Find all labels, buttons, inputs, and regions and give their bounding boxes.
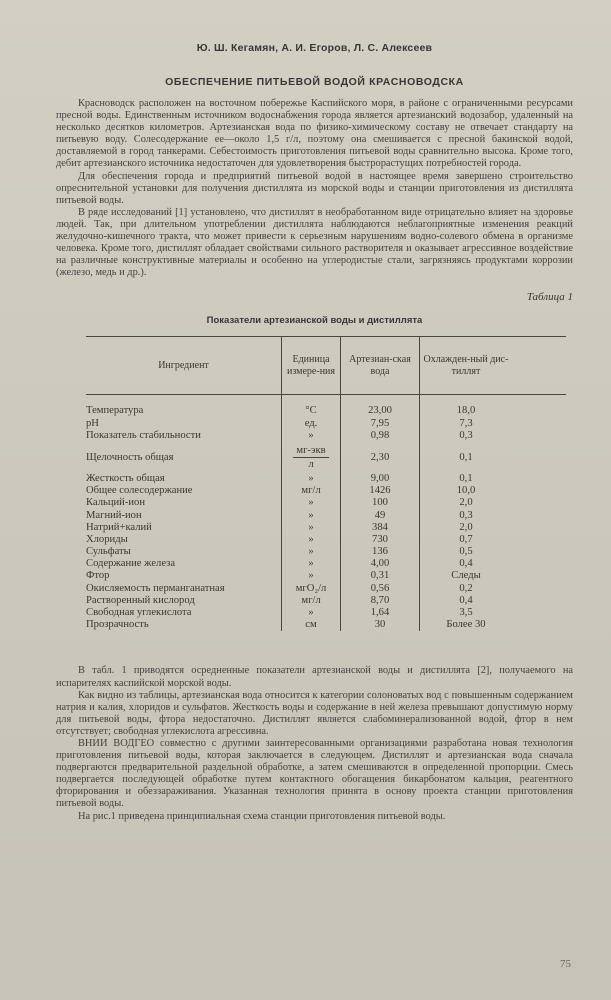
cell-artesian: 9,00 — [340, 473, 419, 485]
cell-artesian: 7,95 — [340, 418, 419, 430]
cell-distillate: 2,0 — [419, 497, 512, 509]
unit-fraction — [293, 444, 328, 471]
header-distillate: Охлажден-ный дис-тиллят — [419, 337, 512, 394]
paragraph: Для обеспечения города и предприятий питьевой водой в настоящее время завершено строительство опреснительной установки для получения дистиллята из морской воды и станции приготовления из дистиллята питьевой воды. — [56, 170, 573, 206]
table-row — [86, 595, 566, 607]
cell-artesian: 8,70 — [340, 595, 419, 607]
cell-ingredient: Магний-ион — [86, 509, 142, 521]
cell-ingredient: Свободная углекислота — [86, 607, 192, 619]
cell-distillate: 0,4 — [419, 595, 512, 607]
cell-artesian: 136 — [340, 546, 419, 558]
paragraph: В табл. 1 приводятся осредненные показатели артезианской воды и дистиллята [2], получаемого на испарителях каспийской морской воды. — [56, 665, 573, 689]
cell-distillate: Более 30 — [419, 619, 512, 631]
cell-distillate: 0,4 — [419, 558, 512, 570]
cell-distillate: 0,2 — [419, 583, 512, 595]
cell-ingredient: Общее солесодержание — [86, 485, 193, 497]
cell-ingredient: Фтор — [86, 570, 110, 582]
cell-unit: мг/л — [281, 485, 340, 497]
table-header-row — [86, 337, 566, 395]
table-row — [86, 558, 566, 570]
cell-distillate: 10,0 — [419, 485, 512, 497]
cell-ingredient: Хлориды — [86, 533, 128, 545]
table-row — [86, 485, 566, 497]
paragraph: В ряде исследований [1] установлено, что дистиллят в необработанном виде отрицательно влияет на здоровье людей. Так, при длительном употреблении дистиллята наблюдаются неблагоприятные изменения реакций желудочно-кишечного тракта, что может привести к серьезным нарушениям водно-солевого обмена в организме человека. Кроме того, дистиллят обладает свойствами сильного растворителя и оказывает агрессивное воздействие на различные конструктивные материалы и особенно на углеродистые стали, загрязняясь продуктами коррозии (железо, медь и др.). — [56, 206, 573, 279]
cell-artesian: 30 — [340, 619, 419, 631]
cell-artesian: 23,00 — [340, 405, 419, 417]
cell-distillate: Следы — [419, 570, 512, 582]
article-title: ОБЕСПЕЧЕНИЕ ПИТЬЕВОЙ ВОДОЙ КРАСНОВОДСКА — [165, 76, 464, 88]
data-table — [86, 336, 566, 631]
cell-distillate: 0,7 — [419, 534, 512, 546]
unit-numerator: мг-экв — [293, 444, 328, 458]
table-row — [86, 473, 566, 485]
paragraph: ВНИИ ВОДГЕО совместно с другими заинтересованными организациями разработана новая технология приготовления питьевой воды, которая заключается в следующем. Дистиллят и артезианская вода сначала подвергаются предварительной раздельной обработке, а затем смешиваются в определенной пропорции. Смесь подвергается последующей обработке путем контактного обогащения бикарбонатом кальция, реагентного фторирования и обеззараживания. Указанная технология принята в основу проекта станции приготовления питьевой воды. — [56, 737, 573, 810]
table-row — [86, 418, 566, 430]
cell-distillate: 3,5 — [419, 607, 512, 619]
cell-ingredient: Сульфаты — [86, 546, 131, 558]
table-row — [86, 405, 566, 417]
cell-artesian: 0,98 — [340, 430, 419, 442]
table-row — [86, 497, 566, 509]
cell-unit: » — [281, 534, 340, 546]
table-row — [86, 583, 566, 595]
cell-distillate: 2,0 — [419, 522, 512, 534]
table-row — [86, 607, 566, 619]
cell-ingredient: Растворенный кислород — [86, 594, 195, 606]
cell-unit: » — [281, 510, 340, 522]
cell-artesian: 2,30 — [340, 442, 419, 473]
cell-artesian: 0,31 — [340, 570, 419, 582]
cell-distillate: 0,3 — [419, 510, 512, 522]
cell-unit: » — [281, 430, 340, 442]
authors-line: Ю. Ш. Кегамян, А. И. Егоров, Л. С. Алексеев — [196, 42, 433, 54]
cell-ingredient: Содержание железа — [86, 558, 176, 570]
cell-distillate: 0,1 — [419, 473, 512, 485]
cell-unit: ед. — [281, 418, 340, 430]
table-row — [86, 534, 566, 546]
cell-unit: мг/л — [281, 595, 340, 607]
cell-artesian: 4,00 — [340, 558, 419, 570]
cell-artesian: 1,64 — [340, 607, 419, 619]
cell-distillate: 7,3 — [419, 418, 512, 430]
page-number: 75 — [560, 958, 571, 970]
cell-artesian: 1426 — [340, 485, 419, 497]
cell-ingredient: Прозрачность — [86, 619, 149, 631]
table-row — [86, 546, 566, 558]
cell-artesian: 384 — [340, 522, 419, 534]
cell-distillate: 0,3 — [419, 430, 512, 442]
cell-ingredient: Показатель стабильности — [86, 429, 201, 441]
cell-unit: » — [281, 473, 340, 485]
cell-unit: » — [281, 570, 340, 582]
cell-unit: мгО₂/л — [281, 583, 340, 595]
conclusion-section — [56, 665, 573, 822]
table-body — [86, 405, 566, 631]
cell-unit: » — [281, 497, 340, 509]
paragraph: Красноводск расположен на восточном побережье Каспийского моря, в районе с ограниченными ресурсами пресной воды. Единственным источником водоснабжения города является артезианский водозабор, удаленный на несколько десятков километров. Артезианская вода по физико-химическому составу не отвечает стандарту на питьевую воду. Солесодержание ее—около 1,5 г/л, поэтому она смешивается с пресной бакинской водой, доставляемой в город танкерами. Себестоимость приготовления питьевой воды сравнительно высока. Кроме того, дебит артезианского источника недостаточен для удовлетворения быстрорастущих потребностей города. — [56, 98, 573, 170]
cell-ingredient: Жесткость общая — [86, 472, 165, 484]
table-title: Показатели артезианской воды и дистиллята — [206, 315, 423, 327]
intro-section — [56, 98, 573, 279]
table-row — [86, 430, 566, 442]
paragraph: На рис.1 приведена принципиальная схема станции приготовления питьевой воды. — [78, 810, 446, 822]
cell-distillate: 18,0 — [419, 405, 512, 417]
cell-unit: » — [281, 546, 340, 558]
cell-ingredient: Щелочность общая — [86, 451, 174, 463]
cell-unit: °C — [281, 405, 340, 417]
cell-unit: см — [281, 619, 340, 631]
table-row — [86, 570, 566, 582]
cell-ingredient: Кальций-ион — [86, 497, 146, 509]
cell-artesian: 730 — [340, 534, 419, 546]
cell-artesian: 0,56 — [340, 583, 419, 595]
header-artesian: Артезиан-ская вода — [340, 337, 419, 394]
table-row — [86, 510, 566, 522]
table-label: Таблица 1 — [526, 291, 573, 304]
cell-distillate: 0,1 — [419, 442, 512, 473]
cell-unit: » — [281, 558, 340, 570]
paragraph: Как видно из таблицы, артезианская вода относится к категории солоноватых вод с повышенным содержанием натрия и калия, хлоридов и сульфатов. Жесткость воды и содержание в ней железа превышают допустимую норму для питьевой воды, фтора недостаточно. Дистиллят является слабоминерализованной водой, фтор в нем отсутствует; свободная углекислота агрессивна. — [56, 689, 573, 737]
header-unit: Единица измере-ния — [281, 337, 340, 394]
cell-ingredient: Натрий+калий — [86, 521, 152, 533]
cell-ingredient: Окисляемость перманганатная — [86, 582, 225, 594]
cell-artesian: 100 — [340, 497, 419, 509]
table-row — [86, 619, 566, 631]
cell-ingredient: Температура — [86, 405, 144, 417]
cell-artesian: 49 — [340, 510, 419, 522]
header-ingredient: Ингредиент — [158, 359, 209, 371]
unit-denominator: л — [308, 458, 314, 470]
table-row — [86, 522, 566, 534]
table-body-gap — [86, 395, 566, 405]
table-row — [86, 442, 566, 473]
cell-distillate: 0,5 — [419, 546, 512, 558]
cell-unit: » — [281, 607, 340, 619]
cell-unit — [281, 442, 340, 473]
cell-ingredient: pH — [86, 417, 99, 429]
cell-unit: » — [281, 522, 340, 534]
